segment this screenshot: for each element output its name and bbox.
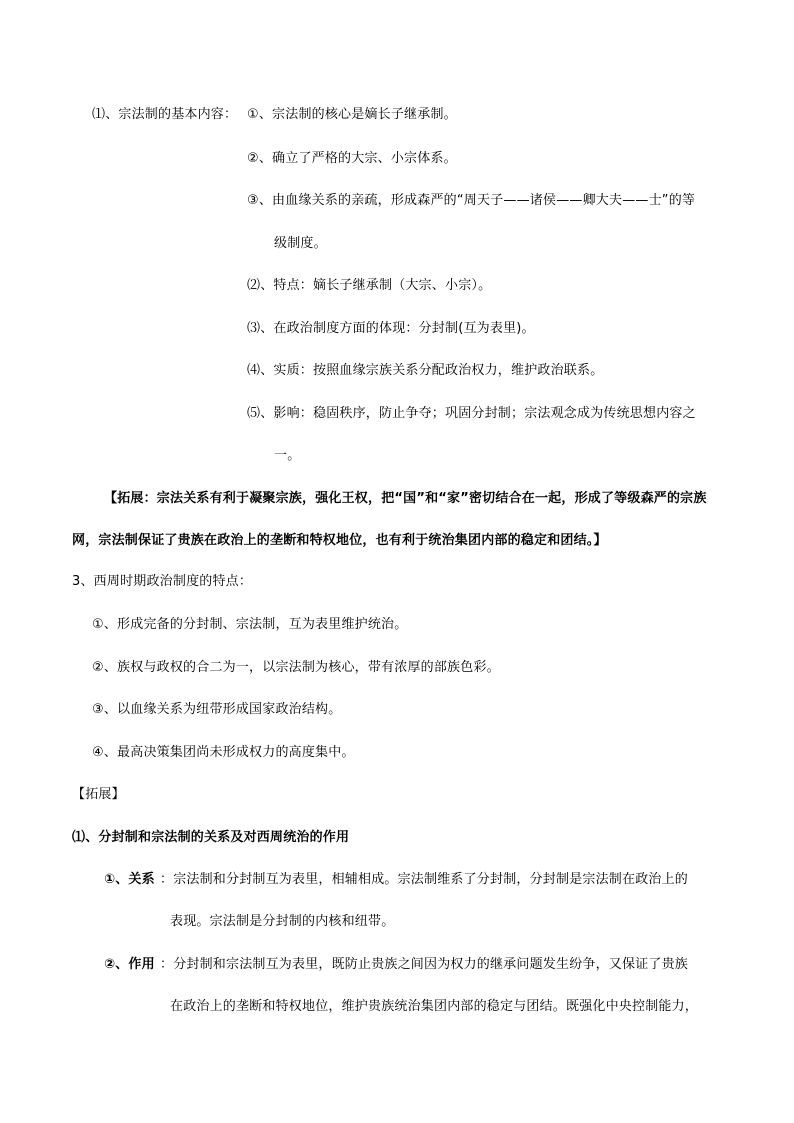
point-item: ⑸、影响：稳固秩序，防止争夺；巩固分封制；宗法观念成为传统思想内容之 xyxy=(247,406,696,421)
point-item: ⑷、实质：按照血缘宗族关系分配政治权力，维护政治联系。 xyxy=(247,363,604,378)
relation-text: ：宗法制和分封制互为表里，相辅相成。宗法制维系了分封制，分封制是宗法制在政治上的 xyxy=(160,872,689,887)
extension-heading: 【拓展】 xyxy=(72,787,125,802)
extension-subheading: ⑴、分封制和宗法制的关系及对西周统治的作用 xyxy=(72,830,350,845)
relation-label: ①、关系 xyxy=(104,872,155,887)
list-item: ①、宗法制的核心是嫡长子继承制。 xyxy=(247,107,457,122)
effect-text: 在政治上的垄断和特权地位，维护贵族统治集团内部的稳定与团结。既强化中央控制能力， xyxy=(170,999,699,1014)
effect-text: ：分封制和宗法制互为表里，既防止贵族之间因为权力的继承问题发生纷争，又保证了贵族 xyxy=(160,957,689,972)
list-item: 级制度。 xyxy=(274,236,327,251)
list-item: ④、最高决策集团尚未形成权力的高度集中。 xyxy=(92,745,355,760)
point-item: ⑶、在政治制度方面的体现：分封制(互为表里)。 xyxy=(247,321,535,336)
section1-label: ⑴、宗法制的基本内容： xyxy=(92,107,238,122)
relation-text: 表现。宗法制是分封制的内核和纽带。 xyxy=(170,914,395,929)
extension-paragraph: 【拓展：宗法关系有利于凝聚宗族，强化王权，把“国”和“家”密切结合在一起，形成了等级森严的宗族 xyxy=(104,491,707,506)
extension-paragraph: 网，宗法制保证了贵族在政治上的垄断和特权地位，也有利于统治集团内部的稳定和团结。】 xyxy=(72,533,607,548)
point-item: 一。 xyxy=(274,448,301,463)
list-item: ②、确立了严格的大宗、小宗体系。 xyxy=(247,151,457,166)
section-heading: 3、西周时期政治制度的特点： xyxy=(72,574,253,589)
point-item: ⑵、特点：嫡长子继承制（大宗、小宗）。 xyxy=(247,278,492,293)
list-item: ③、由血缘关系的亲疏，形成森严的“周天子——诸侯——卿大夫——士”的等 xyxy=(247,193,696,208)
list-item: ③、以血缘关系为纽带形成国家政治结构。 xyxy=(92,702,342,717)
list-item: ①、形成完备的分封制、宗法制，互为表里维护统治。 xyxy=(92,617,408,632)
list-item: ②、族权与政权的合二为一，以宗法制为核心，带有浓厚的部族色彩。 xyxy=(92,660,500,675)
effect-label: ②、作用 xyxy=(104,957,155,972)
